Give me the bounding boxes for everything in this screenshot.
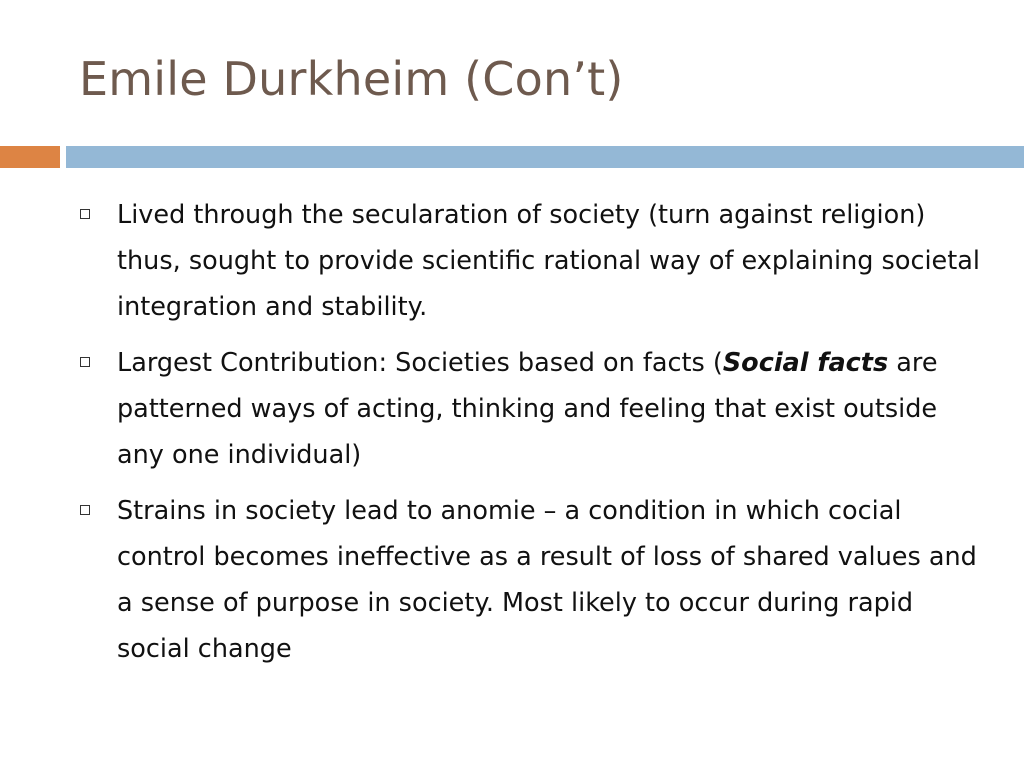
bullet-item — [80, 340, 980, 478]
title-divider-bar — [66, 146, 1024, 168]
hollow-square-icon — [80, 209, 90, 219]
bullet-text-after: are patterned ways of acting, thinking and feeling that exist outside any one individual) — [117, 348, 938, 470]
slide-title: Emile Durkheim (Con’t) — [79, 52, 624, 106]
bullet-list — [80, 192, 980, 672]
hollow-square-icon — [80, 357, 90, 367]
bullet-text-before: Largest Contribution: Societies based on facts ( — [117, 348, 723, 378]
bullet-item — [80, 488, 980, 672]
accent-bar — [0, 146, 60, 168]
bullet-item — [80, 192, 980, 330]
bullet-emphasis: Social facts — [722, 348, 889, 378]
bullet-text: Strains in society lead to anomie – a condition in which cocial control becomes ineffective as a result of loss of shared values and a sense of purpose in society. Most likely to occur during rapid social change — [117, 496, 977, 664]
bullet-text: Lived through the secularation of society (turn against religion) thus, sought to provide scientific rational way of explaining societal integration and stability. — [117, 200, 980, 322]
hollow-square-icon — [80, 505, 90, 515]
